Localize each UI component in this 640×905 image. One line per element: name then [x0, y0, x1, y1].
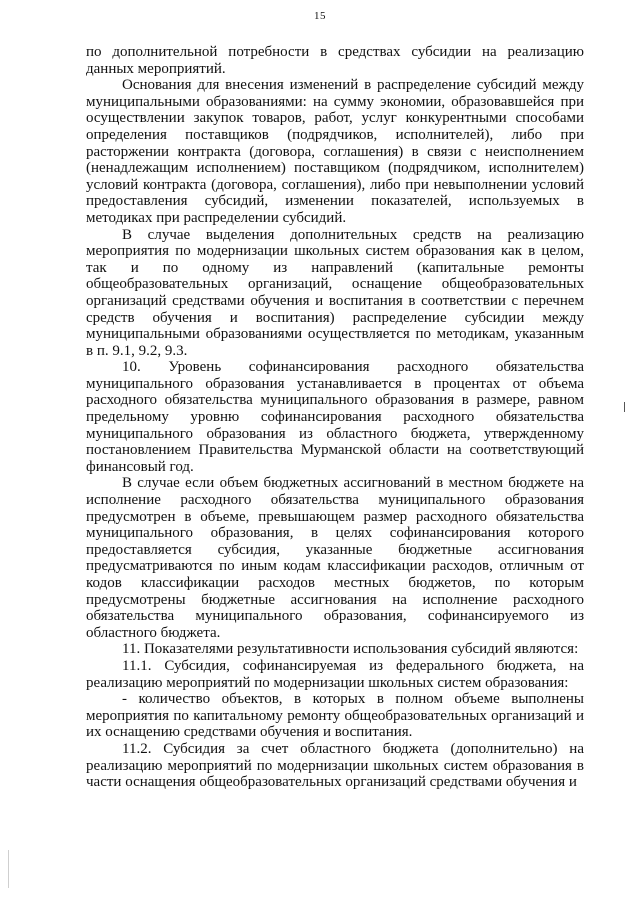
paragraph-grounds-for-changes: Основания для внесения изменений в распределение субсидий между муниципальными образованиями: на сумму экономии, образовавшейся при осуществлении закупок товаров, работ, услуг конкурентными способами определения поставщиков (подрядчиков, исполнителей), либо при расторжении контракта (договора, соглашения) в связи с неисполнением (ненадлежащим исполнением) поставщиком (подрядчиком, исполнителем) условий контракта (договора, соглашения), либо при невыполнении условий предоставления субсидий, изменении показателей, используемых в методиках при распределении субсидий. [86, 77, 584, 226]
scan-artifact-mark [624, 402, 625, 412]
paragraph-continuation: по дополнительной потребности в средствах субсидии на реализацию данных мероприятий. [86, 44, 584, 77]
paragraph-item-10: 10. Уровень софинансирования расходного обязательства муниципального образования устанавливается в процентах от объема расходного обязательства муниципального образования в размере, равном предельному уровню софинансирования расходного обязательства муниципального образования из областного бюджета, утвержденному постановлением Правительства Мурманской области на соответствующий финансовый год. [86, 359, 584, 475]
paragraph-additional-funds: В случае выделения дополнительных средств на реализацию мероприятия по модернизации школьных систем образования как в целом, так и по одному из направлений (капитальные ремонты общеобразовательных организаций, оснащение общеобразовательных организаций средствами обучения и воспитания в соответствии с перечнем средств обучения и воспитания) распределение субсидии между муниципальными образованиями осуществляется по методикам, указанным в п. 9.1, 9.2, 9.3. [86, 226, 584, 359]
paragraph-item-11: 11. Показателями результативности использования субсидий являются: [122, 641, 579, 658]
document-body [86, 44, 584, 791]
page-number: 15 [314, 10, 326, 22]
paragraph-item-11-2: 11.2. Субсидия за счет областного бюджета (дополнительно) на реализацию мероприятий по модернизации школьных систем образования в части оснащения общеобразовательных организаций средствами обучения и [86, 740, 584, 791]
paragraph-budget-allocations: В случае если объем бюджетных ассигнований в местном бюджете на исполнение расходного обязательства муниципального образования предусмотрен в объеме, превышающем размер расходного обязательства муниципального образования, в целях софинансирования которого предоставляется субсидия, указанные бюджетные ассигнования предусматриваются по иным кодам классификации расходов, отличным от кодов классификации расходов местных бюджетов, по которым предусмотрены бюджетные ассигнования на исполнение расходного обязательства муниципального образования, софинансируемого из областного бюджета. [86, 475, 584, 641]
paragraph-item-11-1: 11.1. Субсидия, софинансируемая из федерального бюджета, на реализацию мероприятий по модернизации школьных систем образования: [86, 657, 584, 691]
paragraph-indicator-objects: - количество объектов, в которых в полном объеме выполнены мероприятия по капитальному ремонту общеобразовательных организаций и их оснащению средствами обучения и воспитания. [86, 691, 584, 741]
scan-artifact-edge [8, 850, 9, 888]
